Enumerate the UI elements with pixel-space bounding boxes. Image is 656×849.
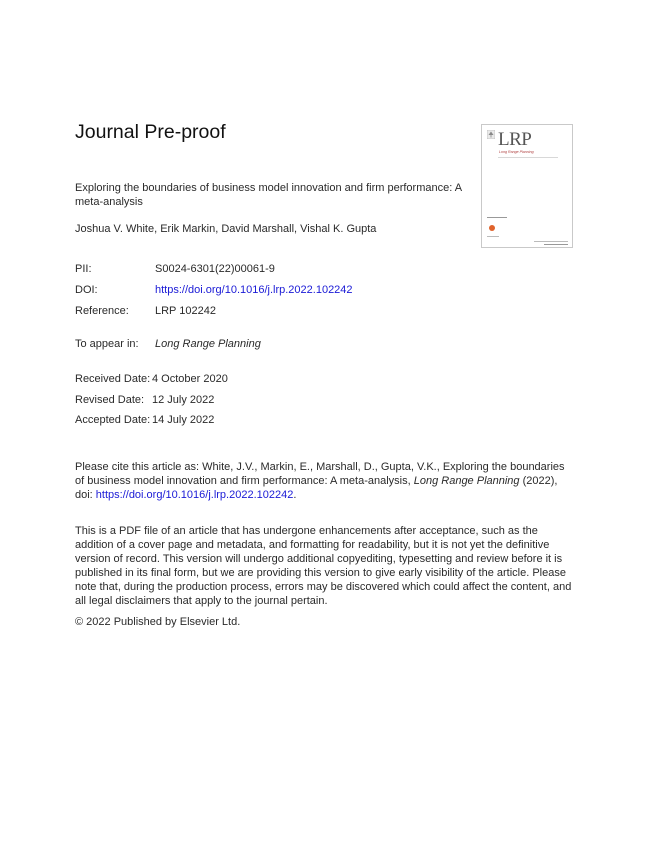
citation-journal: Long Range Planning: [413, 475, 520, 487]
meta-appear-value: Long Range Planning: [155, 338, 261, 350]
doi-link[interactable]: https://doi.org/10.1016/j.lrp.2022.102242: [155, 284, 353, 296]
cover-divider: [544, 244, 568, 245]
meta-pii-value: S0024-6301(22)00061-9: [155, 263, 275, 275]
cover-divider: [487, 236, 499, 237]
article-title: Exploring the boundaries of business model innovation and firm performance: A meta-analysis: [75, 182, 462, 208]
notice-paragraph: This is a PDF file of an article that has undergone enhancements after acceptance, such as the addition of a cover page and metadata, and formatting for readability, but it is not yet the definitive version of record. This version will undergo additional copyediting, typesetting and review before it is published in its final form, but we are providing this version to give early visibility of the article. Please note that, during the production process, errors may be discovered which could affect the content, and all legal disclaimers that apply to the journal pertain.: [75, 525, 572, 607]
meta-accepted-label: Accepted Date:: [75, 414, 151, 426]
meta-appear-row: [75, 338, 261, 350]
citation-doi-link[interactable]: https://doi.org/10.1016/j.lrp.2022.102242: [95, 489, 294, 501]
meta-revised-value: 12 July 2022: [152, 394, 215, 406]
meta-pii-label: PII:: [75, 263, 92, 275]
cover-journal-subtitle: Long Range Planning: [499, 150, 534, 154]
journal-cover-thumbnail: [481, 124, 573, 248]
article-authors: Joshua V. White, Erik Markin, David Marshall, Vishal K. Gupta: [75, 223, 377, 235]
meta-appear-label: To appear in:: [75, 338, 139, 350]
meta-reference-row: [75, 305, 216, 317]
meta-received-row: [75, 373, 228, 385]
meta-received-value: 4 October 2020: [152, 373, 228, 385]
cover-divider: [487, 217, 507, 218]
meta-reference-label: Reference:: [75, 305, 129, 317]
meta-revised-row: [75, 394, 215, 406]
citation-paragraph: [75, 460, 571, 502]
meta-doi-label: DOI:: [75, 284, 98, 296]
cover-orange-emblem: [489, 225, 495, 231]
meta-doi-row: [75, 284, 353, 296]
meta-revised-label: Revised Date:: [75, 394, 145, 406]
citation-suffix: (2022), doi:: [75, 475, 558, 501]
page-title: Journal Pre-proof: [75, 121, 226, 143]
meta-received-label: Received Date:: [75, 373, 151, 385]
copyright-notice: © 2022 Published by Elsevier Ltd.: [75, 616, 241, 628]
citation-end: .: [293, 489, 297, 501]
citation-prefix: Please cite this article as: White, J.V., Markin, E., Marshall, D., Gupta, V.K., Exploring the boundaries of business model innovation and firm performance: A meta-analysis,: [75, 461, 565, 487]
meta-reference-value: LRP 102242: [155, 305, 216, 317]
cover-divider: [534, 241, 568, 242]
meta-accepted-row: [75, 414, 215, 426]
cover-divider: [498, 157, 558, 158]
cover-journal-logo: LRP: [498, 129, 532, 150]
publisher-tree-icon: [487, 130, 495, 139]
meta-accepted-value: 14 July 2022: [152, 414, 215, 426]
meta-pii-row: [75, 263, 275, 275]
